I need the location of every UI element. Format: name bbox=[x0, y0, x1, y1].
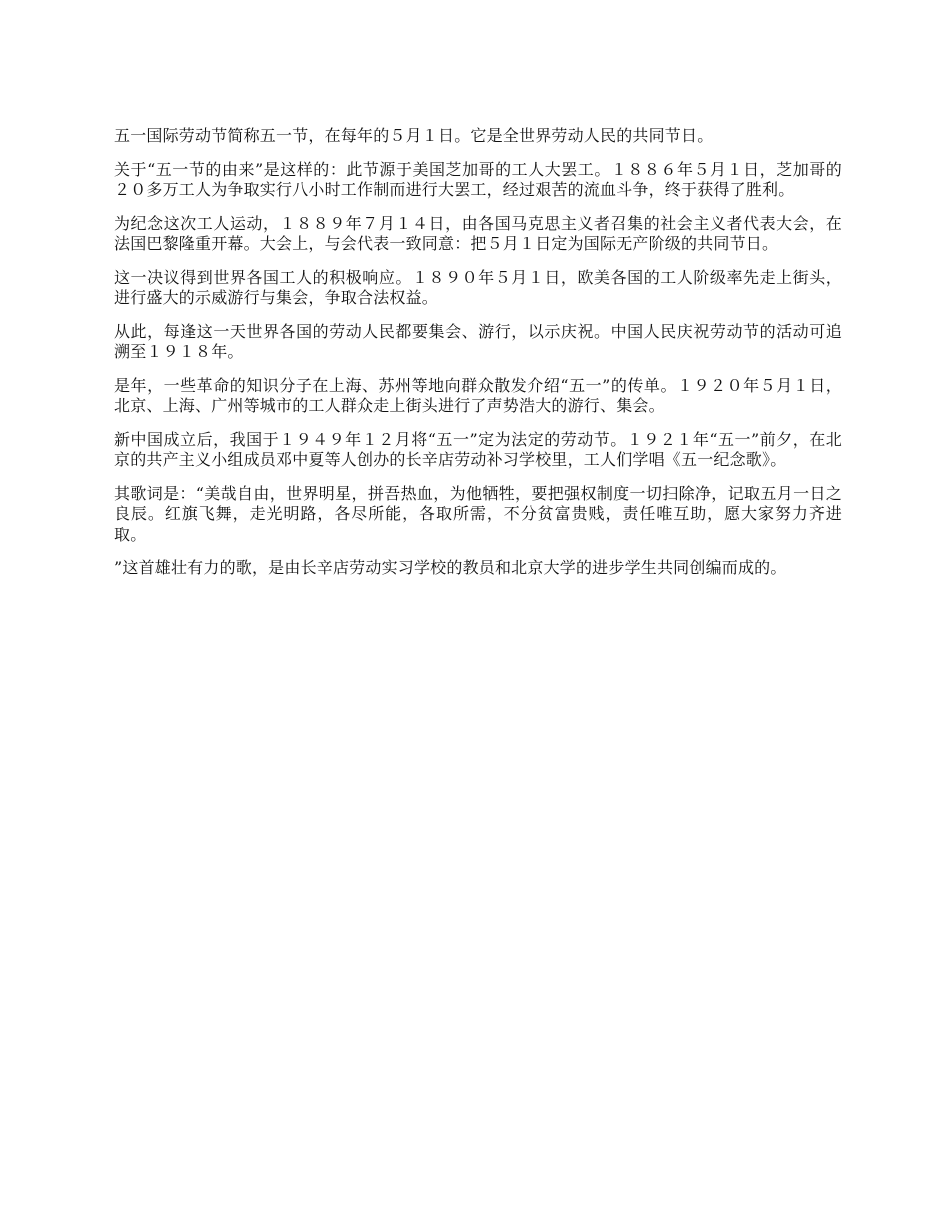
paragraph-5: 从此，每逢这一天世界各国的劳动人民都要集会、游行，以示庆祝。中国人民庆祝劳动节的活动可追溯至１９１８年。 bbox=[114, 321, 842, 361]
paragraph-9: ”这首雄壮有力的歌，是由长辛店劳动实习学校的教员和北京大学的进步学生共同创编而成的。 bbox=[114, 558, 787, 577]
paragraph-8: 其歌词是：“美哉自由，世界明星，拼吾热血，为他牺牲，要把强权制度一切扫除净，记取五月一日之良辰。红旗飞舞，走光明路，各尽所能，各取所需，不分贫富贵贱，责任唯互助，愿大家努力齐进取。 bbox=[114, 483, 842, 544]
paragraph-6: 是年，一些革命的知识分子在上海、苏州等地向群众散发介绍“五一”的传单。１９２０年５月１日，北京、上海、广州等城市的工人群众走上街头进行了声势浩大的游行、集会。 bbox=[114, 375, 842, 415]
paragraph-7: 新中国成立后，我国于１９４９年１２月将“五一”定为法定的劳动节。１９２１年“五一”前夕，在北京的共产主义小组成员邓中夏等人创办的长辛店劳动补习学校里，工人们学唱《五一纪念歌》。 bbox=[114, 429, 842, 469]
paragraph-4: 这一决议得到世界各国工人的积极响应。１８９０年５月１日，欧美各国的工人阶级率先走上街头，进行盛大的示威游行与集会，争取合法权益。 bbox=[114, 267, 842, 307]
paragraph-1: 五一国际劳动节简称五一节，在每年的５月１日。它是全世界劳动人民的共同节日。 bbox=[114, 126, 714, 145]
paragraph-2: 关于“五一节的由来”是这样的：此节源于美国芝加哥的工人大罢工。１８８６年５月１日，芝加哥的２０多万工人为争取实行八小时工作制而进行大罢工，经过艰苦的流血斗争，终于获得了胜利。 bbox=[114, 159, 842, 199]
document-body bbox=[114, 126, 842, 592]
paragraph-3: 为纪念这次工人运动，１８８９年７月１４日，由各国马克思主义者召集的社会主义者代表大会，在法国巴黎隆重开幕。大会上，与会代表一致同意：把５月１日定为国际无产阶级的共同节日。 bbox=[114, 213, 842, 253]
